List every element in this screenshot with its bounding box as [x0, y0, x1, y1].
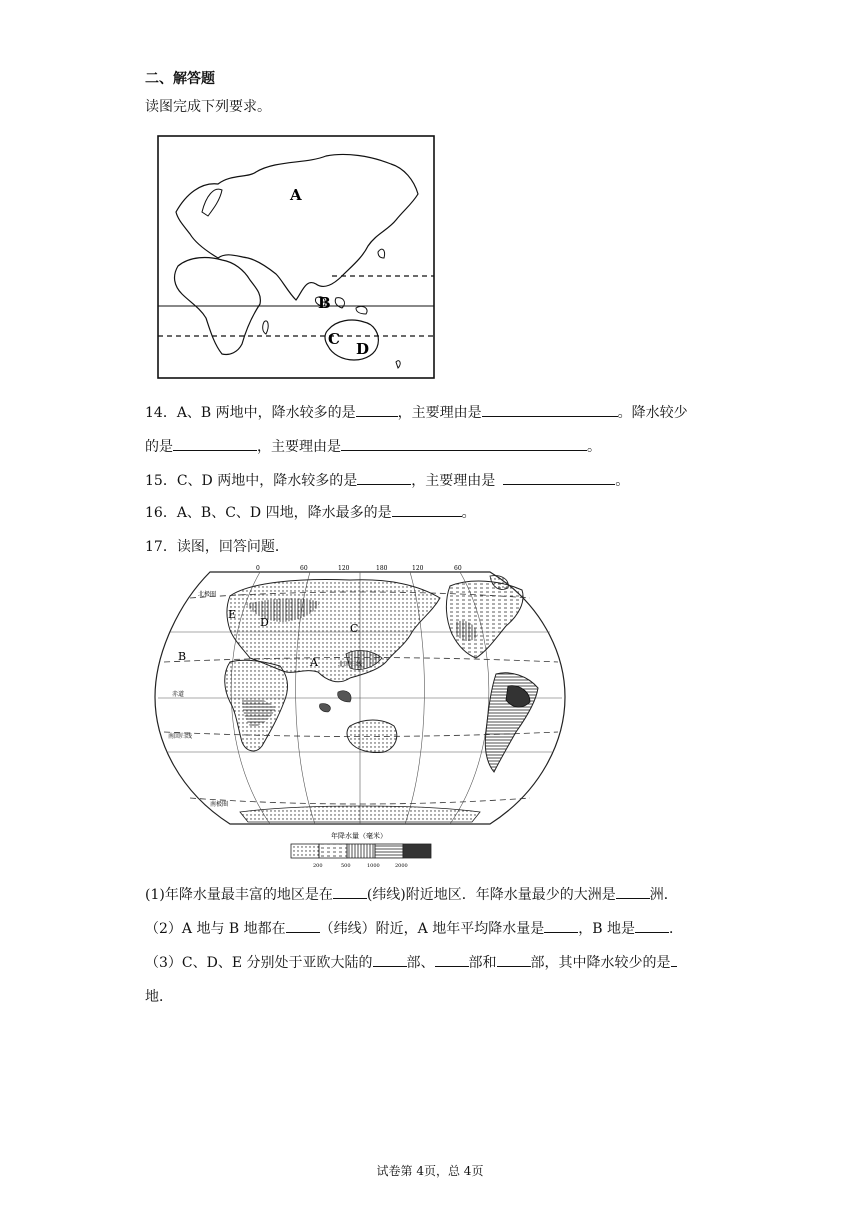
legend-tick: 2000 [395, 863, 408, 869]
precipitation-legend [285, 830, 445, 870]
legend-tick: 500 [341, 863, 351, 869]
answer-blank[interactable] [333, 884, 367, 899]
section-title: 二、解答题 [145, 71, 215, 87]
answer-blank[interactable] [392, 502, 462, 517]
map2-label-e: E [228, 608, 237, 621]
question-15: 15．C、D 两地中，降水较多的是 ，主要理由是 。 [145, 470, 629, 490]
question-17: 17．读图，回答问题． [145, 539, 289, 555]
legend-title: 年降水量（毫米） [331, 832, 387, 840]
question-14-line-1: 14．A、B 两地中，降水较多的是 ，主要理由是 。降水较少 [145, 402, 688, 422]
answer-blank[interactable] [173, 436, 257, 451]
sub-question-3-line-2: 地． [145, 989, 173, 1005]
answer-blank[interactable] [544, 918, 578, 933]
map2-label-c: C [350, 622, 359, 635]
lat-label: 赤道 [172, 691, 185, 698]
lon-tick: 120 [338, 565, 350, 572]
answer-blank[interactable] [341, 436, 587, 451]
lon-tick: 180 [376, 565, 388, 572]
legend-tick: 1000 [367, 863, 380, 869]
legend-tick: 200 [313, 863, 323, 869]
answer-blank[interactable] [503, 470, 615, 485]
lat-label: 北极圈 [198, 591, 217, 598]
sub-question-2: （2）A 地与 B 地都在 （纬线）附近，A 地年平均降水量是 ，B 地是 ． [145, 918, 683, 938]
map1-label-b: B [318, 294, 331, 312]
map1-label-c: C [328, 330, 340, 348]
map1-label-a: A [290, 186, 302, 204]
map-eastern-hemisphere [156, 134, 436, 380]
map-world-precipitation [150, 562, 570, 834]
lon-tick: 120 [412, 565, 424, 572]
map2-label-d: D [260, 616, 269, 629]
lat-label: 南回归线 [168, 733, 193, 740]
sub-question-1: (1)年降水量最丰富的地区是在 (纬线)附近地区．年降水量最少的大洲是 洲． [145, 884, 678, 904]
lat-label: 北回归线 [338, 661, 363, 668]
lon-tick: 0 [256, 565, 260, 572]
map2-label-b: B [178, 650, 187, 663]
answer-blank[interactable] [497, 952, 531, 967]
instruction-text: 读图完成下列要求。 [145, 99, 271, 115]
answer-blank[interactable] [635, 918, 669, 933]
answer-blank[interactable] [482, 402, 618, 417]
sub-question-3-line-1: （3）C、D、E 分别处于亚欧大陆的 部、 部和 部，其中降水较少的是 [145, 952, 677, 972]
question-16: 16．A、B、C、D 四地，降水最多的是 。 [145, 502, 476, 522]
answer-blank[interactable] [357, 470, 411, 485]
lon-tick: 60 [300, 565, 308, 572]
answer-blank[interactable] [435, 952, 469, 967]
answer-blank[interactable] [616, 884, 650, 899]
answer-blank[interactable] [356, 402, 398, 417]
lon-tick: 60 [454, 565, 462, 572]
question-14-line-2: 的是 ，主要理由是 。 [145, 436, 601, 456]
page-footer: 试卷第 4页，总 4页 [376, 1164, 484, 1178]
map2-label-a: A [310, 656, 318, 669]
answer-blank[interactable] [286, 918, 320, 933]
answer-blank[interactable] [373, 952, 407, 967]
answer-blank[interactable] [671, 952, 677, 967]
map1-label-d: D [356, 340, 370, 358]
lat-label: 南极圈 [210, 801, 229, 808]
